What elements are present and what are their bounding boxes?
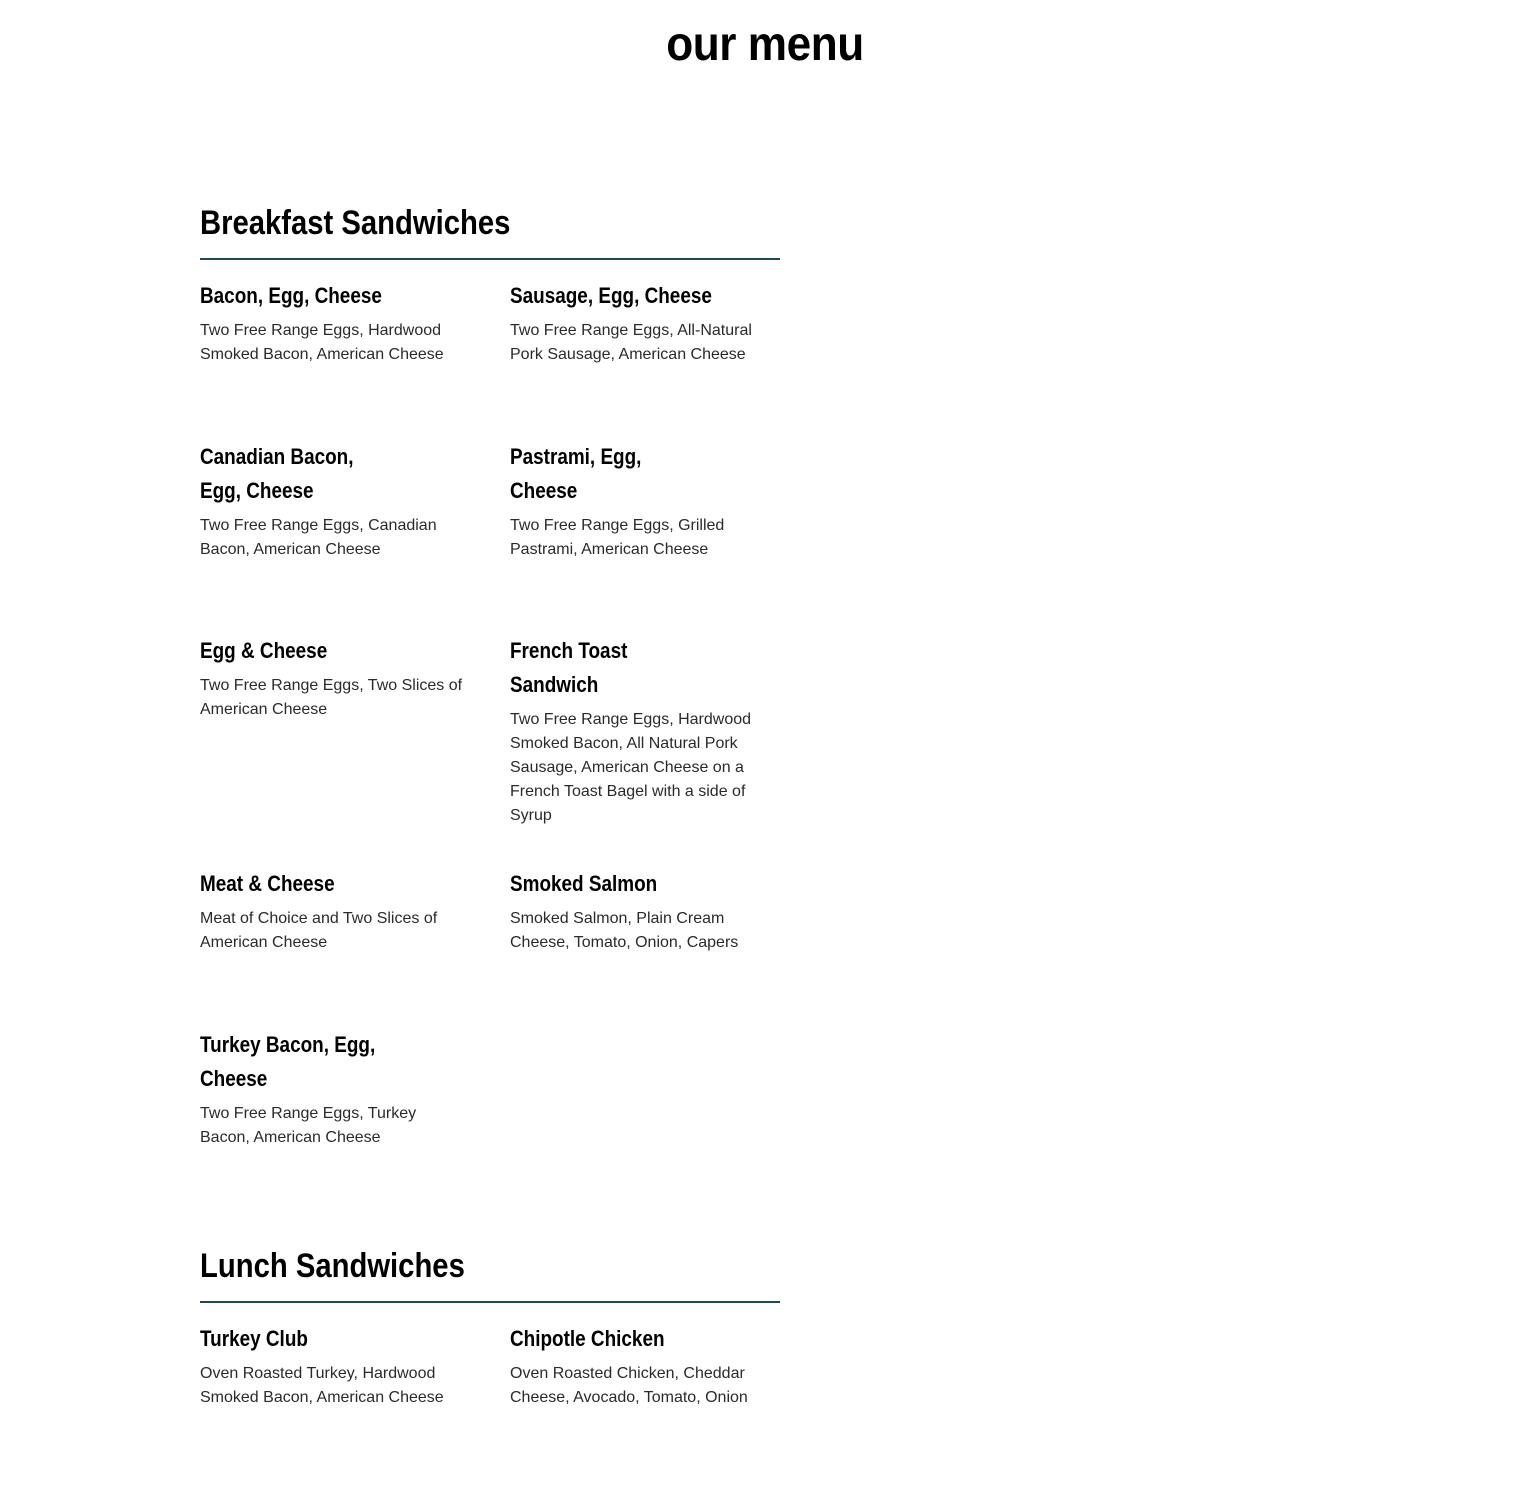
menu-item-name: French Toast Sandwich bbox=[510, 638, 628, 697]
menu-item-name: Sausage, Egg, Cheese bbox=[510, 283, 712, 308]
menu-item-description: Two Free Range Eggs, Grilled Pastrami, American Cheese bbox=[510, 517, 725, 558]
lunch-section-title: Lunch Sandwiches bbox=[200, 1247, 465, 1285]
menu-item-name: Chipotle Chicken bbox=[510, 1326, 665, 1351]
menu-item-description: Two Free Range Eggs, Canadian Bacon, American Cheese bbox=[200, 517, 437, 558]
lunch-section bbox=[200, 1244, 780, 1303]
menu-item-description: Two Free Range Eggs, All-Natural Pork Sausage, American Cheese bbox=[510, 322, 752, 363]
menu-item-egg-cheese bbox=[200, 634, 465, 722]
menu-item-description: Two Free Range Eggs, Two Slices of American Cheese bbox=[200, 677, 463, 718]
menu-item-description: Oven Roasted Chicken, Cheddar Cheese, Avocado, Tomato, Onion bbox=[510, 1365, 748, 1406]
menu-item-name: Meat & Cheese bbox=[200, 871, 335, 896]
menu-item-name: Turkey Bacon, Egg, Cheese bbox=[200, 1032, 376, 1091]
menu-item-name: Turkey Club bbox=[200, 1326, 308, 1351]
menu-item-smoked-salmon bbox=[510, 867, 775, 955]
lunch-items-viewport bbox=[200, 1300, 780, 1408]
menu-item-bacon-egg-cheese bbox=[200, 279, 465, 367]
menu-item-pastrami-egg-cheese bbox=[510, 440, 775, 562]
menu-item-name: Smoked Salmon bbox=[510, 871, 658, 896]
menu-item-description: Two Free Range Eggs, Hardwood Smoked Bacon, American Cheese bbox=[200, 322, 444, 363]
menu-item-name: Canadian Bacon, Egg, Cheese bbox=[200, 444, 354, 503]
menu-item-name: Pastrami, Egg, Cheese bbox=[510, 444, 642, 503]
menu-item-name: Egg & Cheese bbox=[200, 638, 328, 663]
breakfast-section-title: Breakfast Sandwiches bbox=[200, 204, 511, 242]
menu-item-sausage-egg-cheese bbox=[510, 279, 775, 367]
page-title: our menu bbox=[666, 18, 864, 71]
menu-item-description: Two Free Range Eggs, Hardwood Smoked Bacon, All Natural Pork Sausage, American Cheese on a French Toast Bagel with a side of Syrup bbox=[510, 711, 752, 824]
menu-item-meat-cheese bbox=[200, 867, 465, 955]
menu-item-description: Two Free Range Eggs, Turkey Bacon, American Cheese bbox=[200, 1105, 417, 1146]
menu-item-description: Oven Roasted Turkey, Hardwood Smoked Bacon, American Cheese bbox=[200, 1365, 444, 1406]
menu-item-turkey-club bbox=[200, 1322, 465, 1408]
menu-item-description: Smoked Salmon, Plain Cream Cheese, Tomato, Onion, Capers bbox=[510, 910, 739, 951]
menu-item-name: Bacon, Egg, Cheese bbox=[200, 283, 382, 308]
menu-item-description: Meat of Choice and Two Slices of American Cheese bbox=[200, 910, 438, 951]
menu-item-chipotle-chicken bbox=[510, 1322, 775, 1408]
breakfast-divider bbox=[200, 258, 780, 260]
menu-item-turkey-bacon-egg-cheese bbox=[200, 1028, 465, 1150]
menu-item-french-toast-sandwich bbox=[510, 634, 775, 828]
menu-item-canadian-bacon-egg-cheese bbox=[200, 440, 465, 562]
breakfast-section bbox=[200, 201, 780, 260]
